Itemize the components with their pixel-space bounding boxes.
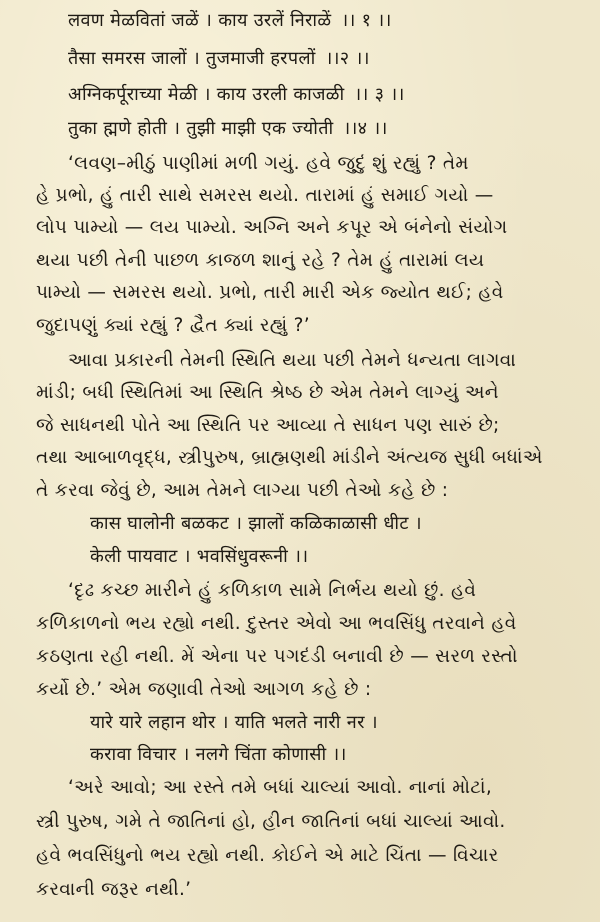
paragraph-line: જુદાપણું ક્યાં રહ્યું ? દ્વૈત ક્યાં રહ્યું ?’ xyxy=(36,315,310,336)
paragraph-line: કરવાની જરૂર નથી.’ xyxy=(36,879,192,900)
paragraph-line: તે કરવા જેવું છે, આમ તેમને લાગ્યા પછી તેઓ કહે છે : xyxy=(36,480,449,501)
verse-line: करावा विचार । नलगे चिंता कोणासी ।। xyxy=(90,744,347,765)
paragraph-line: ‘દૃઢ કચ્છ મારીને હું કળિકાળ સામે નિર્ભય થયો છું. હવે xyxy=(68,580,477,601)
paragraph-line: કળિકાળનો ભય રહ્યો નથી. દુસ્તર એવો આ ભવસિંધુ તરવાને હવે xyxy=(36,613,517,634)
verse-number: ।। १ ।। xyxy=(341,10,392,31)
paragraph-line: ‘અરે આવો; આ રસ્તે તમે બધાં ચાલ્યાં આવો. નાનાં મોટાં, xyxy=(68,777,493,798)
verse-text: लवण मेळवितां जळें । काय उरलें निराळें xyxy=(68,10,332,31)
paragraph-line: હે પ્રભો, હું તારી સાથે સમરસ થયો. તારામાં હું સમાઈ ગયો — xyxy=(36,185,494,206)
verse-line: कास घालोनी बळकट । झालों कळिकाळासी धीट । xyxy=(90,513,422,534)
paragraph-line: હવે ભવસિંધુનો ભય રહ્યો નથી. કોઈને એ માટે ચિંતા — વિચાર xyxy=(36,845,499,866)
verse-text: तैसा समरस जालों । तुजमाजी हरपलों xyxy=(68,48,316,69)
paragraph-line: કર્યો છે.’ એમ જણાવી તેઓ આગળ કહે છે : xyxy=(36,679,372,700)
paragraph-line: માંડી; બધી સ્થિતિમાં આ સ્થિતિ શ્રેષ્ઠ છે એમ તેમને લાગ્યું અને xyxy=(36,382,499,403)
paragraph-line: કઠણતા રહી નથી. મેં એના પર પગદંડી બનાવી છે — સરળ રસ્તો xyxy=(36,646,518,667)
verse-line xyxy=(68,84,405,106)
verse-number: ।।४ ।। xyxy=(343,118,388,139)
paragraph-line: થયા પછી તેની પાછળ કાજળ શાનું રહે ? તેમ હું તારામાં લય xyxy=(36,250,485,271)
verse-line xyxy=(68,118,388,140)
paragraph-line: જે સાધનથી પોતે આ સ્થિતિ પર આવ્યા તે સાધન પણ સારું છે; xyxy=(36,415,500,436)
paragraph-line: પામ્યો — સમરસ થયો. પ્રભો, તારી મારી એક જ્યોત થઈ; હવે xyxy=(36,282,504,303)
paragraph-line: લોપ પામ્યો — લય પામ્યો. અગ્નિ અને કપૂર એ બંનેનો સંયોગ xyxy=(36,217,508,238)
verse-number: ।।२ ।। xyxy=(325,48,370,69)
paragraph-line: સ્ત્રી પુરુષ, ગમે તે જાતિનાં હો, હીન જાતિનાં બધાં ચાલ્યાં આવો. xyxy=(36,811,506,832)
paragraph-line: ‘લવણ–મીઠું પાણીમાં મળી ગયું. હવે જુદું શું રહ્યું ? તેમ xyxy=(68,153,469,174)
verse-number: ।। ३ ।। xyxy=(354,84,405,105)
verse-text: अग्निकर्पूराच्या मेळी । काय उरली काजळी xyxy=(68,84,345,105)
paragraph-line: આવા પ્રકારની તેમની સ્થિતિ થયા પછી તેમને ધન્યતા લાગવા xyxy=(68,350,517,371)
verse-line xyxy=(68,48,370,70)
verse-text: तुका ह्मणे होती । तुझी माझी एक ज्योती xyxy=(68,118,334,139)
verse-line: यारे यारे लहान थोर । याति भलते नारी नर । xyxy=(90,712,378,733)
paragraph-line: તથા આબાળવૃદ્ધ, સ્ત્રીપુરુષ, બ્રાહ્મણથી માંડીને અંત્યજ સુધી બધાંએ xyxy=(36,447,543,468)
verse-line xyxy=(68,10,392,32)
verse-line: केली पायवाट । भवसिंधुवरूनी ।। xyxy=(90,546,309,567)
